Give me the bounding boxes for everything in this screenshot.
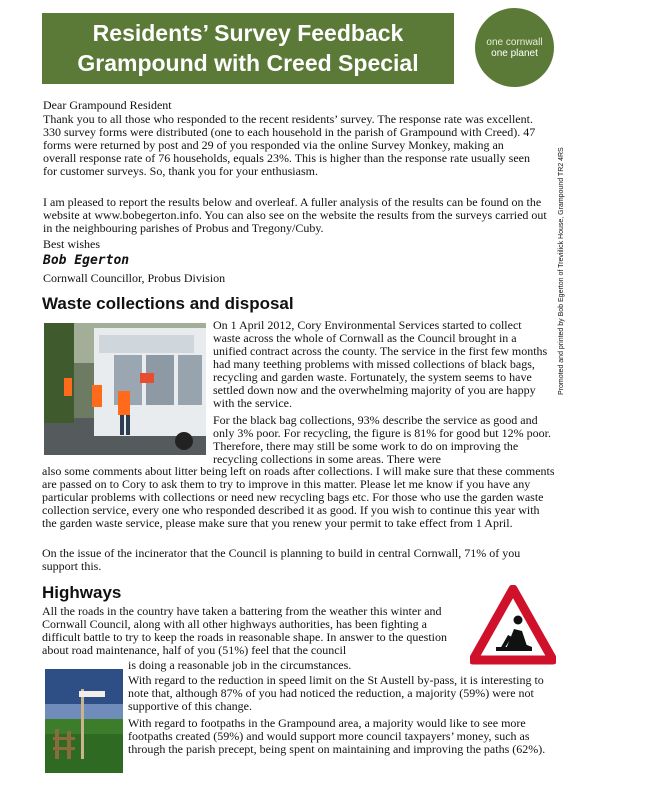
waste-heading: Waste collections and disposal — [42, 294, 294, 313]
highways-paragraph-1b: is doing a reasonable job in the circumstances. — [128, 658, 352, 672]
waste-paragraph-2a: For the black bag collections, 93% describe the service as good and only 3% poor. For recycling, the figure is 81% for good but 12% poor. Therefore, there may still be some work to do on improving the recycling collections in some areas. There were — [213, 413, 551, 466]
title-banner — [42, 13, 454, 84]
highways-paragraph-1: All the roads in the country have taken a battering from the weather this winter and Cornwall Council, along with all other highways authorities, has been fighting a difficult battle to try to keep the roads in reasonable shape. In answer to the question about road maintenance, half of you (51%) feel that the council — [42, 604, 447, 657]
highways-paragraph-2: With regard to the reduction in speed limit on the St Austell by-pass, it is interesting to note that, although 87% of you had noticed the reduction, a majority (59%) were not supportive of this change. — [128, 673, 544, 713]
footpath-signpost-photo — [45, 669, 123, 773]
waste-collection-photo — [44, 323, 206, 455]
highways-heading: Highways — [42, 583, 122, 602]
highways-paragraph-3: With regard to footpaths in the Grampound area, a majority would like to see more footpaths created (59%) and would support more council taxpayers’ money, such as through the parish precept, being spent on maintaining and improving the paths (62%). — [128, 716, 546, 756]
waste-paragraph-2b: also some comments about litter being left on roads after collections. I will make sure that these comments are passed on to Cory to ask them to try to improve in this matter. Please let me know if you have any particular problems with collections or need new recycling bags etc. For those who use the garden waste collection service, every one who responded described it as good. If you wish to continue this year with the garden waste service, please make sure that you renew your permit to take effect from 1 April. — [42, 464, 555, 530]
logo-line-2: one planet — [491, 47, 538, 59]
intro-paragraph: Thank you to all those who responded to the recent residents’ survey. The response rate was excellent. 330 survey forms were distributed (one to each household in the parish of Grampound with Creed). 47 forms were returned by post and 29 of you responded via the online Survey Monkey, making an overall response rate of 76 households, equals 23%. This is higher than the response rate usually seen for customer surveys. So, thank you for your enthusiasm. — [43, 112, 536, 178]
signature: Bob Egerton — [43, 253, 130, 268]
results-paragraph: I am pleased to report the results below and overleaf. A fuller analysis of the results can be found on the website at www.bobegerton.info. You can also see on the website the results from the surveys carried out in the neighbouring parishes of Probus and Tregony/Cuby. — [43, 195, 547, 235]
closing: Best wishes — [43, 237, 100, 251]
salutation: Dear Grampound Resident — [43, 98, 172, 112]
councillor-role: Cornwall Councillor, Probus Division — [43, 271, 226, 285]
title-line-2: Grampound with Creed Special — [77, 50, 419, 76]
logo-line-1: one cornwall — [486, 36, 543, 48]
title-line-1: Residents’ Survey Feedback — [92, 20, 404, 46]
imprint-note: Promoted and printed by Bob Egerton of Treviilick House, Grampound TR2 4RS — [558, 147, 565, 395]
one-cornwall-logo — [475, 8, 554, 87]
roadworks-sign-icon — [470, 585, 556, 665]
waste-paragraph-3: On the issue of the incinerator that the Council is planning to build in central Cornwall, 71% of you support this. — [42, 546, 521, 573]
waste-paragraph-1: On 1 April 2012, Cory Environmental Services started to collect waste across the whole of Cornwall as the Council brought in a unified contract across the county. The service in the first few months had many teething problems with missed collections of black bags, recycling and garden waste. Fortunately, the system seems to have settled down now and the overwhelming majority of you are happy with the service. — [213, 318, 548, 410]
